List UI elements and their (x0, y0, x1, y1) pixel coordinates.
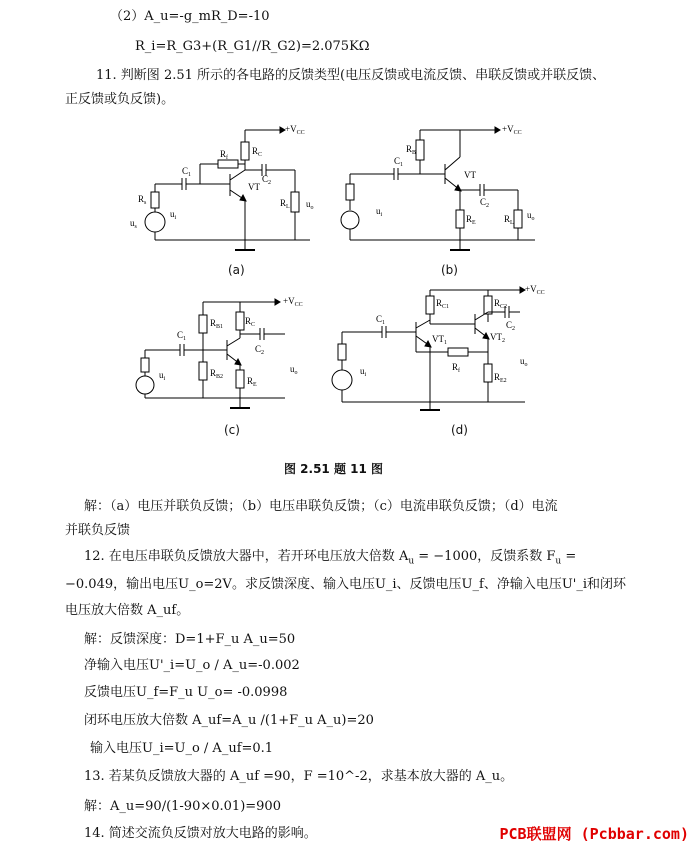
ui-sub-b: i (380, 212, 383, 218)
vcc-label-c: +V (283, 296, 295, 306)
svg-text:C2 (255, 344, 264, 356)
svg-text:Rf (452, 362, 460, 374)
rb-label: R (406, 144, 413, 154)
rs-label: R (138, 194, 145, 204)
q12-question-line3: 电压放大倍数 A_uf。 (65, 603, 190, 618)
ui-sub-d: i (364, 372, 367, 378)
circuit-d (320, 282, 550, 426)
svg-text:RC (252, 146, 262, 158)
svg-text:uo (520, 356, 528, 368)
vcc-sub-c: CC (294, 302, 303, 308)
svg-text:RL (280, 198, 290, 210)
au-text: （2）A_u=-g_mR_D=-10 (110, 9, 270, 24)
svg-text:+VCC (283, 296, 303, 308)
uo-sub-c: o (294, 370, 298, 376)
watermark: PCB联盟网 (Pcbbar.com) (499, 825, 689, 843)
q12-answer-depth: 解：反馈深度：D=1+F_u A_u=50 (84, 632, 296, 647)
svg-text:RL (504, 214, 514, 226)
svg-text:uo (290, 364, 298, 376)
rf-label: R (220, 149, 227, 159)
ui-sub-c: i (163, 376, 166, 382)
vcc-sub-b: CC (513, 130, 522, 136)
svg-text:Rs (138, 194, 147, 206)
ui-label-c: u (159, 370, 164, 380)
rc2-sub: C2 (500, 304, 508, 310)
q12-answer-net: 净输入电压U'_i=U_o / A_u=-0.002 (84, 658, 300, 673)
rl-sub-b: L (510, 220, 514, 226)
q11-question-line1: 11. 判断图 2.51 所示的各电路的反馈类型(电压反馈或电流反馈、串联反馈或并联反馈、 (96, 68, 606, 83)
figure-caption: 图 2.51 题 11 图 (284, 462, 384, 476)
c2-label: C (262, 174, 269, 184)
rc-label-c: R (245, 316, 252, 326)
rb-sub: B (412, 150, 417, 156)
q13-answer: 解：A_u=90/(1-90×0.01)=900 (84, 799, 281, 814)
c2-label-d: C (506, 320, 513, 330)
rf-label-d: R (452, 362, 459, 372)
rb1-sub: B1 (216, 324, 224, 330)
c1-label: C (182, 166, 189, 176)
vt-label-b: VT (464, 170, 476, 180)
svg-text:ui (376, 206, 383, 218)
re-label: R (466, 214, 473, 224)
ui-label-d: u (360, 366, 365, 376)
uo-label-b: u (527, 210, 532, 220)
svg-text:RC1 (436, 298, 449, 310)
vcc-label-d: +V (525, 284, 537, 294)
svg-text:+VCC (502, 124, 522, 136)
c2-sub-b: 2 (486, 203, 490, 209)
c1-label-d: C (376, 314, 383, 324)
svg-text:C1 (394, 156, 403, 168)
fig-d-caption: (d) (451, 423, 468, 437)
re-label-c: R (247, 376, 254, 386)
svg-text:ui (360, 366, 367, 378)
vt2-sub: 2 (502, 338, 505, 344)
rc-sub: C (258, 152, 263, 158)
uo-label-d: u (520, 356, 525, 366)
q11-answer-line2: 并联负反馈 (65, 523, 131, 538)
q12-l1-d: u (555, 556, 562, 567)
rb1-label: R (210, 318, 217, 328)
c2-label-c: C (255, 344, 262, 354)
uo-label: u (306, 199, 311, 209)
uo-sub-b: o (531, 216, 535, 222)
q12-answer-feedback: 反馈电压U_f=F_u U_o= -0.0998 (84, 685, 288, 700)
vcc-label-b: +V (502, 124, 514, 134)
svg-text:ui (159, 370, 166, 382)
c1-sub: 1 (188, 172, 192, 178)
q14-question: 14. 简述交流负反馈对放大电路的影响。 (84, 826, 317, 841)
svg-text:C1 (376, 314, 385, 326)
svg-text:RE2 (494, 372, 507, 384)
q12-question-line2: −0.049，输出电压U_o=2V。求反馈深度、输入电压U_i、反馈电压U_f、净输入电压U'_i和闭环 (65, 577, 627, 592)
svg-text:RE (466, 214, 476, 226)
rb2-label: R (210, 368, 217, 378)
c2-label-b: C (480, 197, 487, 207)
rf-sub: f (226, 155, 229, 161)
fig-b-caption: (b) (441, 263, 458, 277)
svg-text:uo (306, 199, 314, 211)
q12-l1-e: = (561, 549, 577, 564)
rc2-label: R (494, 298, 501, 308)
q13-question: 13. 若某负反馈放大器的 A_uf =90，F =10^-2，求基本放大器的 A_u。 (84, 769, 514, 784)
circuit-a (130, 122, 340, 286)
vcc-sub-d: CC (536, 290, 545, 296)
q12-l1-b: u (408, 556, 415, 567)
q12-l1-a: 12. 在电压串联负反馈放大器中，若开环电压放大倍数 A (84, 549, 409, 564)
re2-label: R (494, 372, 501, 382)
svg-text:uo (527, 210, 535, 222)
answer-au-line (110, 8, 270, 26)
ui-sub: i (174, 215, 177, 221)
svg-text:RC2 (494, 298, 507, 310)
re-sub: E (472, 220, 476, 226)
q12-answer-closed: 闭环电压放大倍数 A_uf=A_u /(1+F_u A_u)=20 (84, 713, 374, 728)
c2-sub-c: 2 (261, 350, 265, 356)
fig-c-caption: (c) (224, 423, 240, 437)
vcc-sub: CC (296, 130, 305, 136)
svg-text:Rf (220, 149, 228, 161)
svg-text:C1 (182, 166, 191, 178)
vt-label: VT (248, 182, 260, 192)
us-sub: s (134, 224, 137, 230)
c1-label-b: C (394, 156, 401, 166)
rc-sub-c: C (251, 322, 256, 328)
c1-sub-b: 1 (400, 162, 404, 168)
us-label: u (130, 218, 135, 228)
vt1-sub: 1 (444, 340, 447, 346)
uo-sub: o (310, 205, 314, 211)
c2-sub: 2 (268, 180, 272, 186)
rc1-sub: C1 (442, 304, 450, 310)
svg-text:RB (406, 144, 416, 156)
circuit-c (125, 290, 325, 424)
q12-answer-input: 输入电压U_i=U_o / A_uf=0.1 (90, 741, 274, 756)
svg-text:RC (245, 316, 255, 328)
q12-l1-c: = −1000，反馈系数 F (414, 549, 556, 564)
svg-text:RB1 (210, 318, 223, 330)
svg-text:+VCC (525, 284, 545, 296)
svg-text:+VCC (285, 124, 305, 136)
svg-text:ui (170, 209, 177, 221)
rs-sub: s (144, 200, 147, 206)
c1-label-c: C (177, 330, 184, 340)
q11-answer-line1: 解：（a）电压并联负反馈；（b）电压串联负反馈；（c）电流串联负反馈；（d）电流 (84, 499, 558, 514)
ui-label: u (170, 209, 175, 219)
svg-text:C2 (480, 197, 489, 209)
svg-text:VT2 (490, 332, 505, 344)
vt1-label: VT (432, 334, 444, 344)
ui-label-b: u (376, 206, 381, 216)
svg-text:C1 (177, 330, 186, 342)
q11-question-line2: 正反馈或负反馈)。 (65, 92, 175, 107)
c1-sub-c: 1 (183, 336, 187, 342)
svg-text:VT1 (432, 334, 447, 346)
fig-a-caption: (a) (228, 263, 245, 277)
vt2-label: VT (490, 332, 502, 342)
rc-label: R (252, 146, 259, 156)
rb2-sub: B2 (216, 374, 224, 380)
vcc-label: +V (285, 124, 297, 134)
svg-text:us (130, 218, 138, 230)
rl-label: R (280, 198, 287, 208)
re2-sub: E2 (500, 378, 507, 384)
ri-text: R_i=R_G3+(R_G1//R_G2)=2.075KΩ (135, 39, 370, 54)
q12-question-line1 (84, 548, 576, 571)
uo-label-c: u (290, 364, 295, 374)
c1-sub-d: 1 (382, 320, 386, 326)
rl-label-b: R (504, 214, 511, 224)
svg-text:C2 (506, 320, 515, 332)
svg-text:RB2 (210, 368, 223, 380)
c2-sub-d: 2 (512, 326, 516, 332)
circuit-b (340, 122, 550, 286)
rc1-label: R (436, 298, 443, 308)
re-sub-c: E (253, 382, 257, 388)
rf-sub-d: f (458, 368, 461, 374)
uo-sub-d: o (524, 362, 528, 368)
svg-text:C2 (262, 174, 271, 186)
answer-ri-line (135, 38, 370, 56)
rl-sub: L (286, 204, 290, 210)
svg-text:RE (247, 376, 257, 388)
